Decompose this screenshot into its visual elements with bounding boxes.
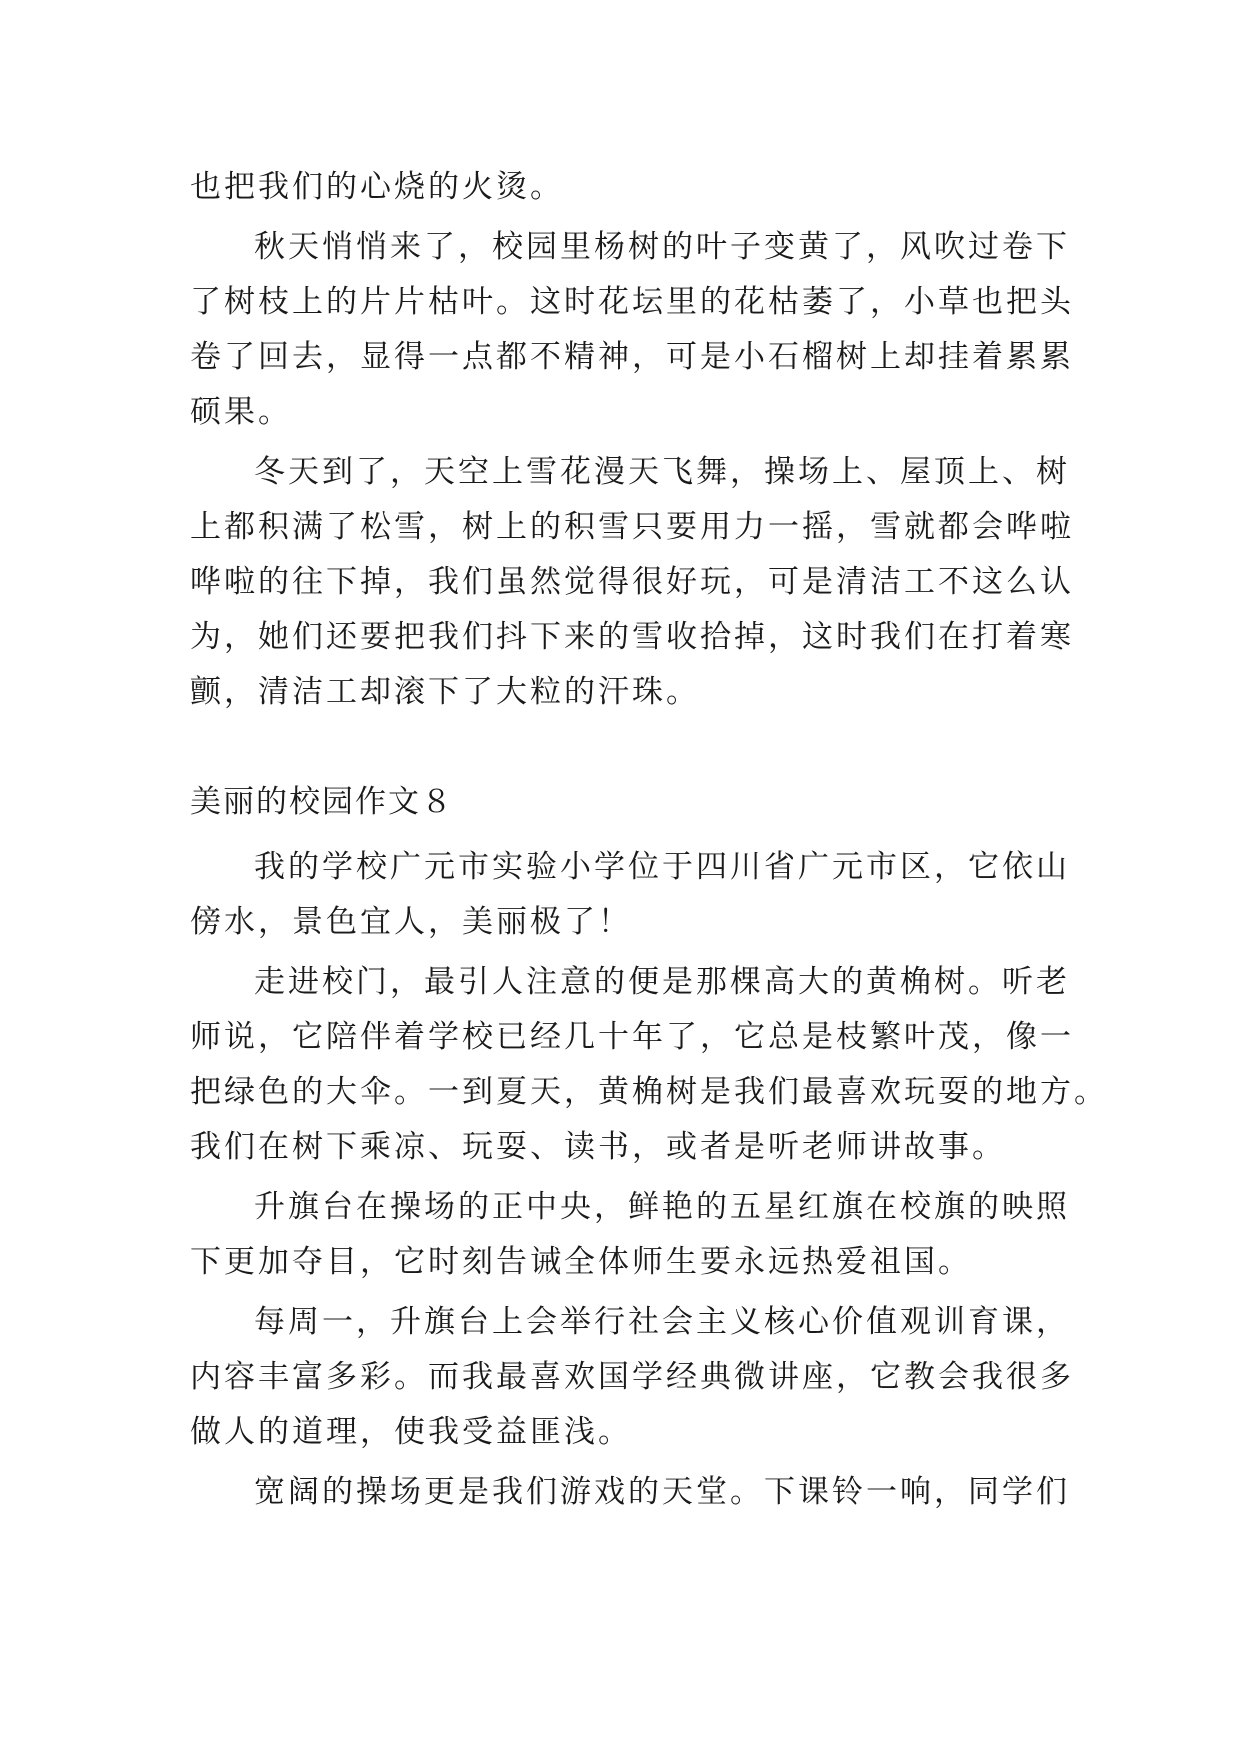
paragraph-line: 傍水，景色宜人，美丽极了！ bbox=[190, 904, 632, 940]
paragraph-line: 了树枝上的片片枯叶。这时花坛里的花枯萎了，小草也把头 bbox=[190, 284, 1074, 320]
paragraph-line: 也把我们的心烧的火烫。 bbox=[190, 169, 564, 205]
paragraph-line: 颤，清洁工却滚下了大粒的汗珠。 bbox=[190, 674, 700, 710]
paragraph-line: 为，她们还要把我们抖下来的雪收拾掉，这时我们在打着寒 bbox=[190, 619, 1074, 655]
paragraph-line: 哗啦的往下掉，我们虽然觉得很好玩，可是清洁工不这么认 bbox=[190, 564, 1074, 600]
paragraph-line: 每周一，升旗台上会举行社会主义核心价值观训育课， bbox=[254, 1304, 1070, 1340]
paragraph-line: 内容丰富多彩。而我最喜欢国学经典微讲座，它教会我很多 bbox=[190, 1359, 1074, 1395]
paragraph-line: 卷了回去，显得一点都不精神，可是小石榴树上却挂着累累 bbox=[190, 339, 1074, 375]
paragraph-line: 我的学校广元市实验小学位于四川省广元市区，它依山 bbox=[254, 849, 1070, 885]
paragraph-line: 宽阔的操场更是我们游戏的天堂。下课铃一响，同学们 bbox=[254, 1474, 1070, 1510]
paragraph-line: 走进校门，最引人注意的便是那棵高大的黄桷树。听老 bbox=[254, 964, 1070, 1000]
paragraph-line: 硕果。 bbox=[190, 394, 292, 430]
paragraph-line: 我们在树下乘凉、玩耍、读书，或者是听老师讲故事。 bbox=[190, 1129, 1006, 1165]
paragraph-line: 秋天悄悄来了，校园里杨树的叶子变黄了，风吹过卷下 bbox=[254, 229, 1070, 265]
paragraph-line: 师说，它陪伴着学校已经几十年了，它总是枝繁叶茂，像一 bbox=[190, 1019, 1074, 1055]
section-heading: 美丽的校园作文８ bbox=[190, 784, 454, 820]
paragraph-line: 下更加夺目，它时刻告诫全体师生要永远热爱祖国。 bbox=[190, 1244, 972, 1280]
paragraph-line: 把绿色的大伞。一到夏天，黄桷树是我们最喜欢玩耍的地方。 bbox=[190, 1074, 1108, 1110]
paragraph-line: 冬天到了，天空上雪花漫天飞舞，操场上、屋顶上、树 bbox=[254, 454, 1070, 490]
paragraph-line: 升旗台在操场的正中央，鲜艳的五星红旗在校旗的映照 bbox=[254, 1189, 1070, 1225]
paragraph-line: 上都积满了松雪，树上的积雪只要用力一摇，雪就都会哗啦 bbox=[190, 509, 1074, 545]
paragraph-line: 做人的道理，使我受益匪浅。 bbox=[190, 1414, 632, 1450]
